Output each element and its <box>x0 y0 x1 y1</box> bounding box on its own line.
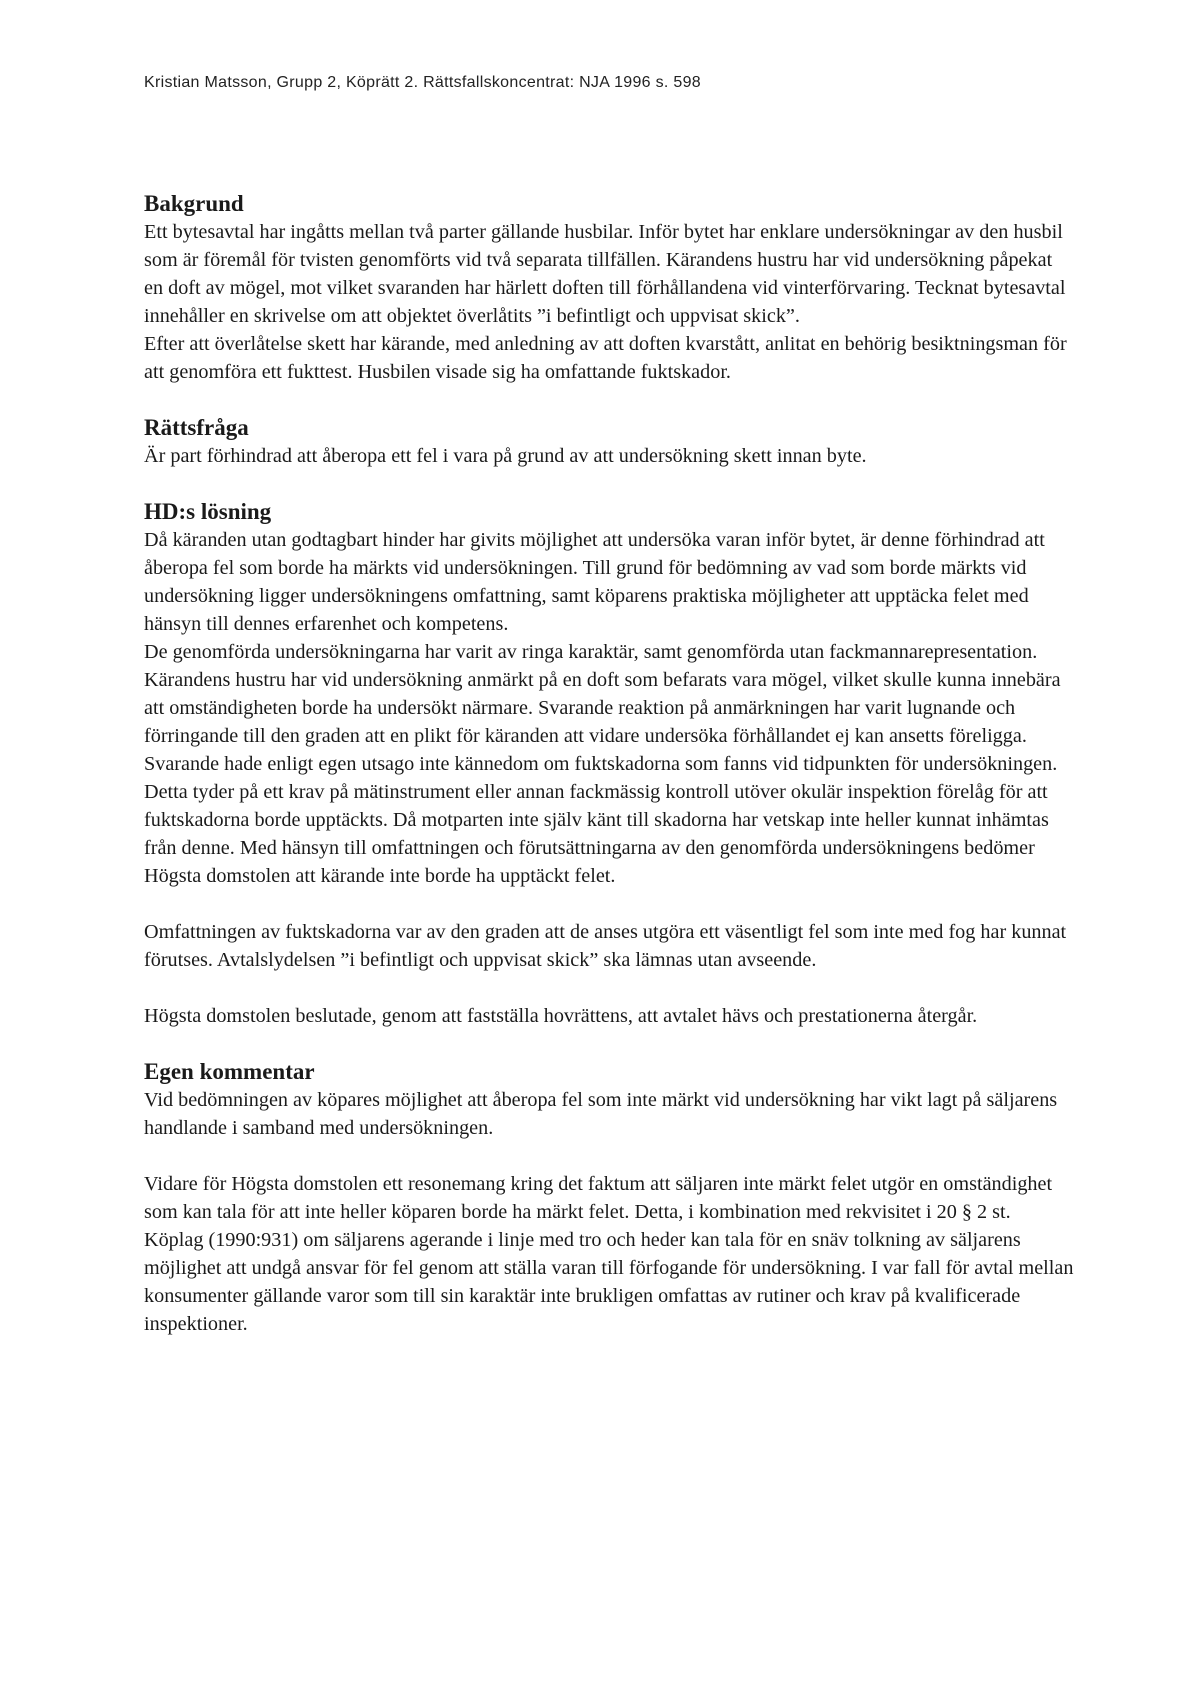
spacer <box>144 386 1074 414</box>
spacer <box>144 1030 1074 1058</box>
rattsfraga-paragraph-1: Är part förhindrad att åberopa ett fel i vara på grund av att undersökning skett innan byte. <box>144 445 867 467</box>
hds-losning-paragraph-4: Högsta domstolen beslutade, genom att fastställa hovrättens, att avtalet hävs och prestationerna återgår. <box>144 1005 978 1027</box>
spacer <box>144 890 1074 918</box>
bakgrund-paragraph-1: Ett bytesavtal har ingåtts mellan två parter gällande husbilar. Inför bytet har enklare undersökningar av den husbil som är föremål för tvisten genomförts vid två separata tillfällen. Kärandens hustru har vid undersökning påpekat en doft av mögel, mot vilket svaranden har härlett doften till förhållandena vid vinterförvaring. Tecknat bytesavtal innehåller en skrivelse om att objektet överlåtits ”i befintligt och uppvisat skick”. <box>144 221 1066 327</box>
document-body <box>144 190 1074 1338</box>
spacer <box>144 974 1074 1002</box>
egen-kommentar-paragraph-1: Vid bedömningen av köpares möjlighet att åberopa fel som inte märkt vid undersökning har vikt lagt på säljarens handlande i samband med undersökningen. <box>144 1089 1058 1139</box>
egen-kommentar-paragraph-2: Vidare för Högsta domstolen ett resonemang kring det faktum att säljaren inte märkt felet utgör en omständighet som kan tala för att inte heller köparen borde ha märkt felet. Detta, i kombination med rekvisitet i 20 § 2 st. Köplag (1990:931) om säljarens agerande i linje med tro och heder kan tala för en snäv tolkning av säljarens möjlighet att undgå ansvar för fel genom att ställa varan till förfogande för undersökning. I var fall för avtal mellan konsumenter gällande varor som till sin karaktär inte brukligen omfattas av rutiner och krav på kvalificerade inspektioner. <box>144 1173 1074 1335</box>
bakgrund-paragraph-2: Efter att överlåtelse skett har kärande, med anledning av att doften kvarstått, anlitat en behörig besiktningsman för att genomföra ett fukttest. Husbilen visade sig ha omfattande fuktskador. <box>144 333 1067 383</box>
spacer <box>144 1142 1074 1170</box>
heading-hds-losning: HD:s lösning <box>144 499 272 524</box>
hds-losning-paragraph-2: De genomförda undersökningarna har varit av ringa karaktär, samt genomförda utan fackmannarepresentation. Kärandens hustru har vid undersökning anmärkt på en doft som befarats vara mögel, vilket skulle kunna innebära att omständigheten borde ha undersökt närmare. Svarande reaktion på anmärkningen har varit lugnande och förringande till den graden att en plikt för käranden att vidare undersöka förhållandet ej kan ansetts föreligga. Svarande hade enligt egen utsago inte kännedom om fuktskadorna som fanns vid tidpunkten för undersökningen. Detta tyder på ett krav på mätinstrument eller annan fackmässig kontroll utöver okulär inspektion förelåg för att fuktskadorna borde upptäckts. Då motparten inte själv känt till skadorna har vetskap inte heller kunnat inhämtas från denne. Med hänsyn till omfattningen och förutsättningarna av den genomförda undersökningens bedömer Högsta domstolen att kärande inte borde ha upptäckt felet. <box>144 641 1061 887</box>
heading-egen-kommentar: Egen kommentar <box>144 1059 315 1084</box>
heading-rattsfraga: Rättsfråga <box>144 415 249 440</box>
spacer <box>144 470 1074 498</box>
page-header: Kristian Matsson, Grupp 2, Köprätt 2. Rättsfallskoncentrat: NJA 1996 s. 598 <box>144 74 701 91</box>
heading-bakgrund: Bakgrund <box>144 191 244 216</box>
hds-losning-paragraph-1: Då käranden utan godtagbart hinder har givits möjlighet att undersöka varan inför bytet, är denne förhindrad att åberopa fel som borde ha märkts vid undersökningen. Till grund för bedömning av vad som borde märkts vid undersökning ligger undersökningens omfattning, samt köparens praktiska möjligheter att upptäcka felet med hänsyn till dennes erfarenhet och kompetens. <box>144 529 1045 635</box>
hds-losning-paragraph-3: Omfattningen av fuktskadorna var av den graden att de anses utgöra ett väsentligt fel som inte med fog har kunnat förutses. Avtalslydelsen ”i befintligt och uppvisat skick” ska lämnas utan avseende. <box>144 921 1067 971</box>
